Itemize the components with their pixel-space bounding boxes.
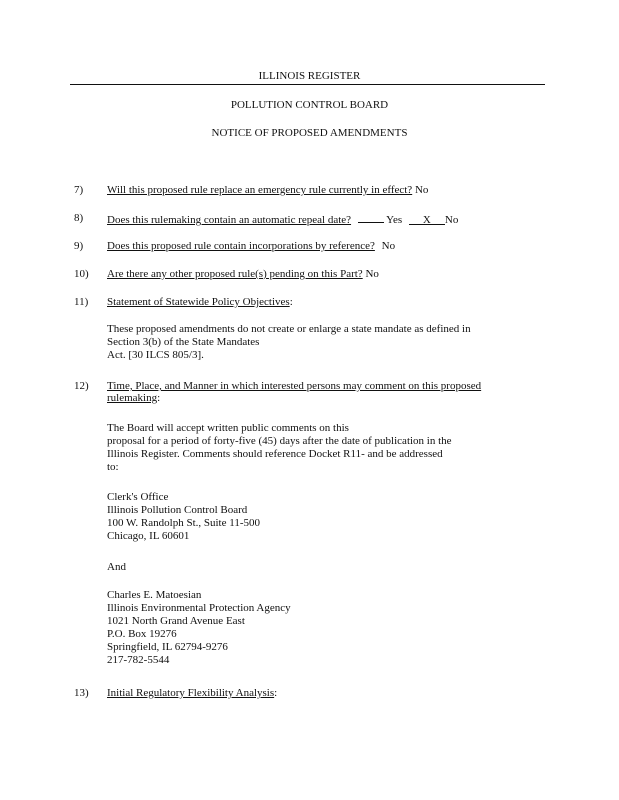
register-title: ILLINOIS REGISTER xyxy=(258,70,361,82)
item-12-line: proposal for a period of forty-five (45) days after the date of publication in the xyxy=(107,435,452,447)
address-line: Charles E. Matoesian xyxy=(107,589,202,601)
item-10-number: 10) xyxy=(74,268,89,280)
item-11-line: Section 3(b) of the State Mandates xyxy=(107,336,260,348)
item-9-number: 9) xyxy=(74,240,84,252)
item-11-line: These proposed amendments do not create or enlarge a state mandate as defined in xyxy=(107,323,471,335)
address-line: 217-782-5544 xyxy=(107,654,170,666)
no-label: No xyxy=(444,214,459,226)
epa-address xyxy=(107,589,291,667)
item-7-answer: No xyxy=(414,184,429,196)
no-checkbox-mark xyxy=(409,214,445,225)
header-rule xyxy=(70,84,545,85)
item-8 xyxy=(107,212,458,226)
item-11-line: Act. [30 ILCS 805/3]. xyxy=(107,349,204,361)
item-12-line: Illinois Register. Comments should reference Docket R11- and be addressed xyxy=(107,448,443,460)
item-10-question: Are there any other proposed rule(s) pending on this Part? xyxy=(107,268,363,280)
item-12-line: to: xyxy=(107,461,119,473)
item-7-question: Will this proposed rule replace an emergency rule currently in effect? xyxy=(107,184,413,196)
address-line: P.O. Box 19276 xyxy=(107,628,177,640)
address-line: 1021 North Grand Avenue East xyxy=(107,615,245,627)
clerk-address xyxy=(107,491,260,543)
item-12-heading xyxy=(107,380,481,404)
item-13-colon: : xyxy=(274,687,278,699)
and-connector: And xyxy=(107,561,126,573)
address-line: Illinois Environmental Protection Agency xyxy=(107,602,291,614)
item-12-number: 12) xyxy=(74,380,89,392)
item-12-title-line2: rulemaking xyxy=(107,392,158,404)
item-13-title: Initial Regulatory Flexibility Analysis xyxy=(107,687,275,699)
yes-blank xyxy=(358,212,384,223)
item-7 xyxy=(107,184,428,196)
item-9-question: Does this proposed rule contain incorporations by reference? xyxy=(107,240,375,252)
item-10-answer: No xyxy=(365,268,379,280)
yes-label: Yes xyxy=(386,214,403,226)
item-11-number: 11) xyxy=(74,296,89,308)
item-9-answer: No xyxy=(381,240,396,252)
item-11-body xyxy=(107,323,471,362)
address-line: Clerk's Office xyxy=(107,491,169,503)
address-line: Chicago, IL 60601 xyxy=(107,530,190,542)
item-7-number: 7) xyxy=(74,184,84,196)
item-9 xyxy=(107,240,395,252)
item-11-title: Statement of Statewide Policy Objectives xyxy=(107,296,290,308)
address-line: 100 W. Randolph St., Suite 11-500 xyxy=(107,517,260,529)
item-13-number: 13) xyxy=(74,687,89,699)
item-8-question: Does this rulemaking contain an automatic repeal date? xyxy=(107,214,352,226)
item-12-title-line2-wrap xyxy=(107,392,481,404)
item-12-colon: : xyxy=(157,392,161,404)
item-10 xyxy=(107,268,379,280)
item-13-heading xyxy=(107,687,277,699)
item-11-heading xyxy=(107,296,293,308)
item-12-line: The Board will accept written public comments on this xyxy=(107,422,349,434)
checkmark-x: X xyxy=(422,214,431,226)
item-11-colon: : xyxy=(289,296,293,308)
board-title: POLLUTION CONTROL BOARD xyxy=(230,99,389,111)
address-line: Illinois Pollution Control Board xyxy=(107,504,248,516)
item-8-number: 8) xyxy=(74,212,84,224)
notice-title: NOTICE OF PROPOSED AMENDMENTS xyxy=(211,127,408,139)
address-line: Springfield, IL 62794-9276 xyxy=(107,641,228,653)
item-12-title-line1: Time, Place, and Manner in which interested persons may comment on this proposed xyxy=(107,380,482,392)
item-12-body xyxy=(107,422,452,474)
